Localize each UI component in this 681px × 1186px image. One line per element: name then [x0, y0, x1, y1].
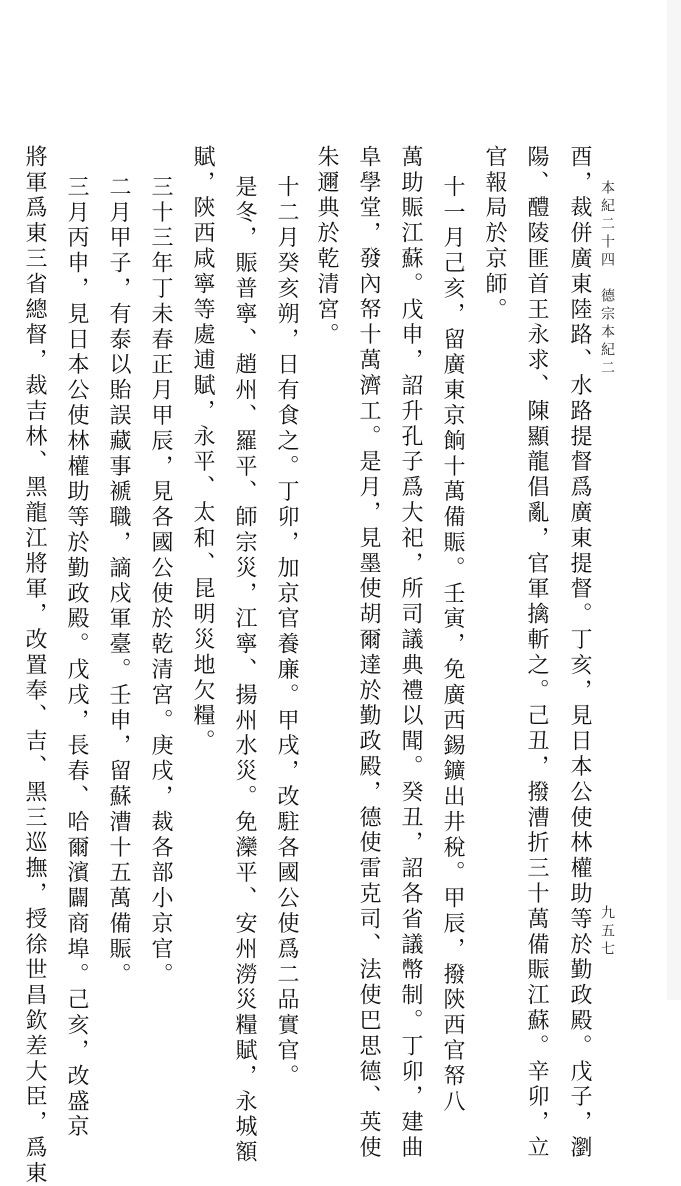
- text-column-8: 十二月癸亥朔，日有食之。丁卯，加京官養廉。甲戌，改駐各國公使爲二品實官。: [274, 175, 299, 1090]
- text-column-9: 是冬，賑普寧、趙州、羅平、師宗災，江寧、揚州水災。免灤平、安州澇災糧賦，永城額: [232, 175, 257, 1166]
- text-column-3: 官報局於京師。: [482, 145, 507, 323]
- running-header-title: 本紀二十四 德宗本紀二: [599, 180, 615, 378]
- text-column-5: 萬助賑江蘇。戊申，詔升孔子爲大祀，所司議典禮以聞。癸丑，詔各省議幣制。丁卯，建曲: [398, 145, 423, 1161]
- text-column-6: 阜學堂，發內帑十萬濟工。是月，見墨使胡爾達於勤政殿，德使雷克司、法使巴思德、英使: [356, 145, 381, 1161]
- text-column-12: 二月甲子，有泰以貽誤藏事褫職，謫戍軍臺。壬申，留蘇漕十五萬備賑。: [106, 175, 131, 988]
- scan-edge: [667, 0, 681, 1000]
- text-column-11: 三十三年丁未春正月甲辰，見各國公使於乾清宮。庚戌，裁各部小京官。: [148, 175, 173, 988]
- text-column-10: 賦，陝西咸寧等處逋賦，永平、太和、昆明災地欠糧。: [190, 145, 215, 755]
- text-column-1: 酉，裁併廣東陸路、水路提督爲廣東提督。丁亥，見日本公使林權助等於勤政殿。戊子，瀏: [567, 145, 592, 1161]
- text-column-7: 朱邇典於乾清宮。: [314, 145, 339, 349]
- text-column-14: 將軍爲東三省總督，裁吉林、黑龍江將軍，改置奉、吉、黑三巡撫，授徐世昌欽差大臣，爲東: [22, 145, 47, 1186]
- text-column-13: 三月丙申，見日本公使林權助等於勤政殿。戊戌，長春、哈爾濱闢商埠。己亥，改盛京: [64, 175, 89, 1141]
- text-column-4: 十一月己亥，留廣東京餉十萬備賑。壬寅，免廣西錫鑛出井稅。甲辰，撥陝西官帑八: [440, 175, 465, 1115]
- text-column-2: 陽、醴陵匪首王永求、陳顯龍倡亂，官軍擒斬之。己丑，撥漕折三十萬備賑江蘇。辛卯，立: [524, 145, 549, 1161]
- page-number: 九五七: [599, 905, 615, 959]
